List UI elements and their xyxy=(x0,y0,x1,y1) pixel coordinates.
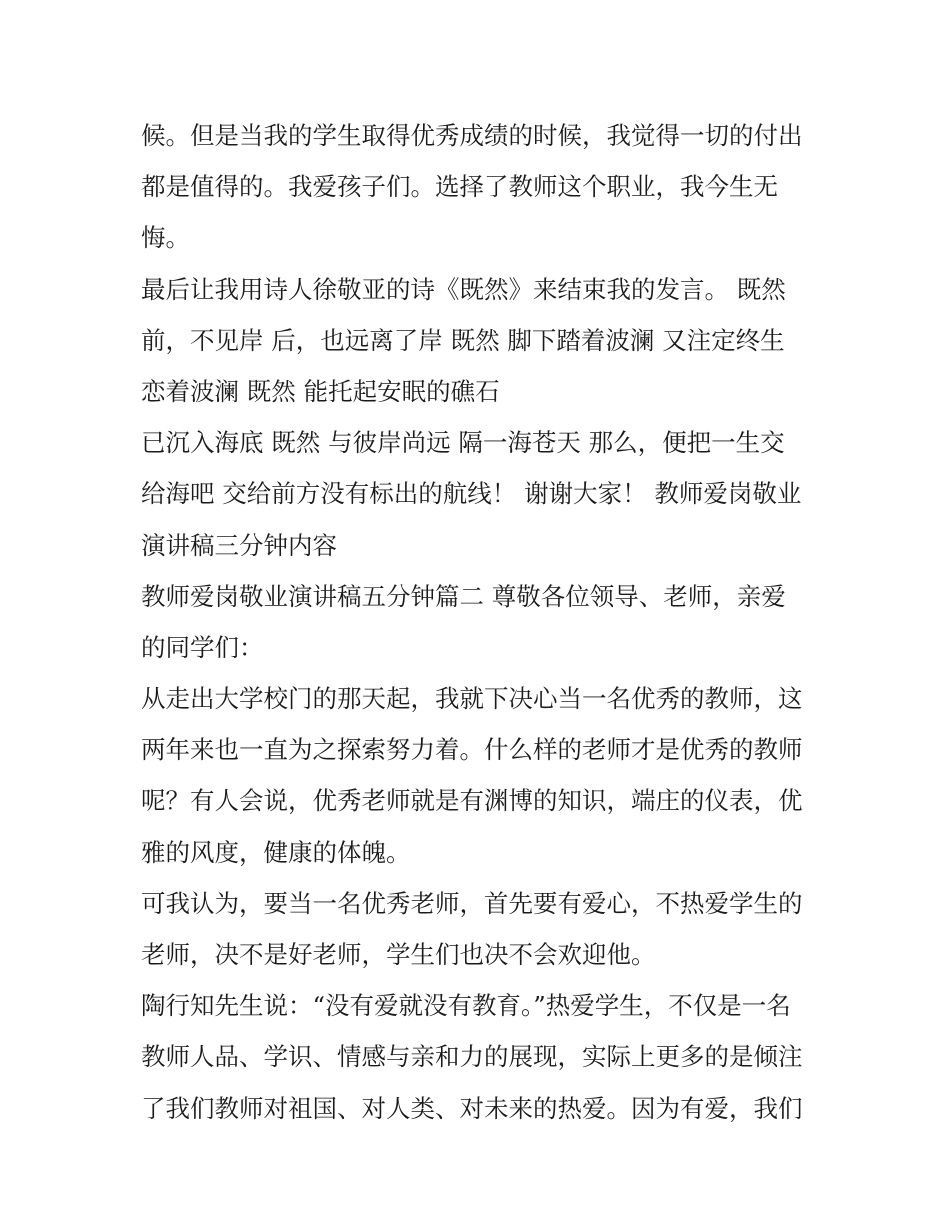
text-line: 恋着波澜 既然 能托起安眠的礁石 xyxy=(141,376,500,406)
text-line: 给海吧 交给前方没有标出的航线！ 谢谢大家！ 教师爱岗敬业 xyxy=(141,479,802,509)
text-line: 老师，决不是好老师，学生们也决不会欢迎他。 xyxy=(141,940,656,969)
text-line: 悔。 xyxy=(141,223,190,253)
text-line: 都是值得的。我爱孩子们。选择了教师这个职业，我今生无 xyxy=(141,172,778,202)
text-line: 了我们教师对祖国、对人类、对未来的热爱。因为有爱，我们 xyxy=(141,1093,803,1123)
text-line: 雅的风度，健康的体魄。 xyxy=(141,837,411,867)
text-line: 的同学们： xyxy=(141,632,264,662)
text-line: 呢？有人会说，优秀老师就是有渊博的知识，端庄的仪表，优 xyxy=(141,786,803,816)
text-line: 可我认为，要当一名优秀老师，首先要有爱心，不热爱学生的 xyxy=(141,888,803,918)
text-line: 陶行知先生说：“没有爱就没有教育。”热爱学生，不仅是一名 xyxy=(141,991,791,1021)
text-line: 教师爱岗敬业演讲稿五分钟篇二 尊敬各位领导、老师，亲爱 xyxy=(141,581,786,611)
text-line: 候。但是当我的学生取得优秀成绩的时候，我觉得一切的付出 xyxy=(141,121,803,150)
text-line: 最后让我用诗人徐敬亚的诗《既然》来结束我的发言。 既然 xyxy=(141,274,786,304)
text-line: 两年来也一直为之探索努力着。什么样的老师才是优秀的教师 xyxy=(141,735,803,765)
text-line: 已沉入海底 既然 与彼岸尚远 隔一海苍天 那么，便把一生交 xyxy=(141,428,785,458)
body-text xyxy=(141,110,821,1134)
text-line: 从走出大学校门的那天起，我就下决心当一名优秀的教师，这 xyxy=(141,684,803,714)
text-line: 前，不见岸 后，也远离了岸 既然 脚下踏着波澜 又注定终生 xyxy=(141,325,785,355)
text-line: 教师人品、学识、情感与亲和力的展现，实际上更多的是倾注 xyxy=(141,1042,803,1072)
text-line: 演讲稿三分钟内容 xyxy=(141,530,337,560)
